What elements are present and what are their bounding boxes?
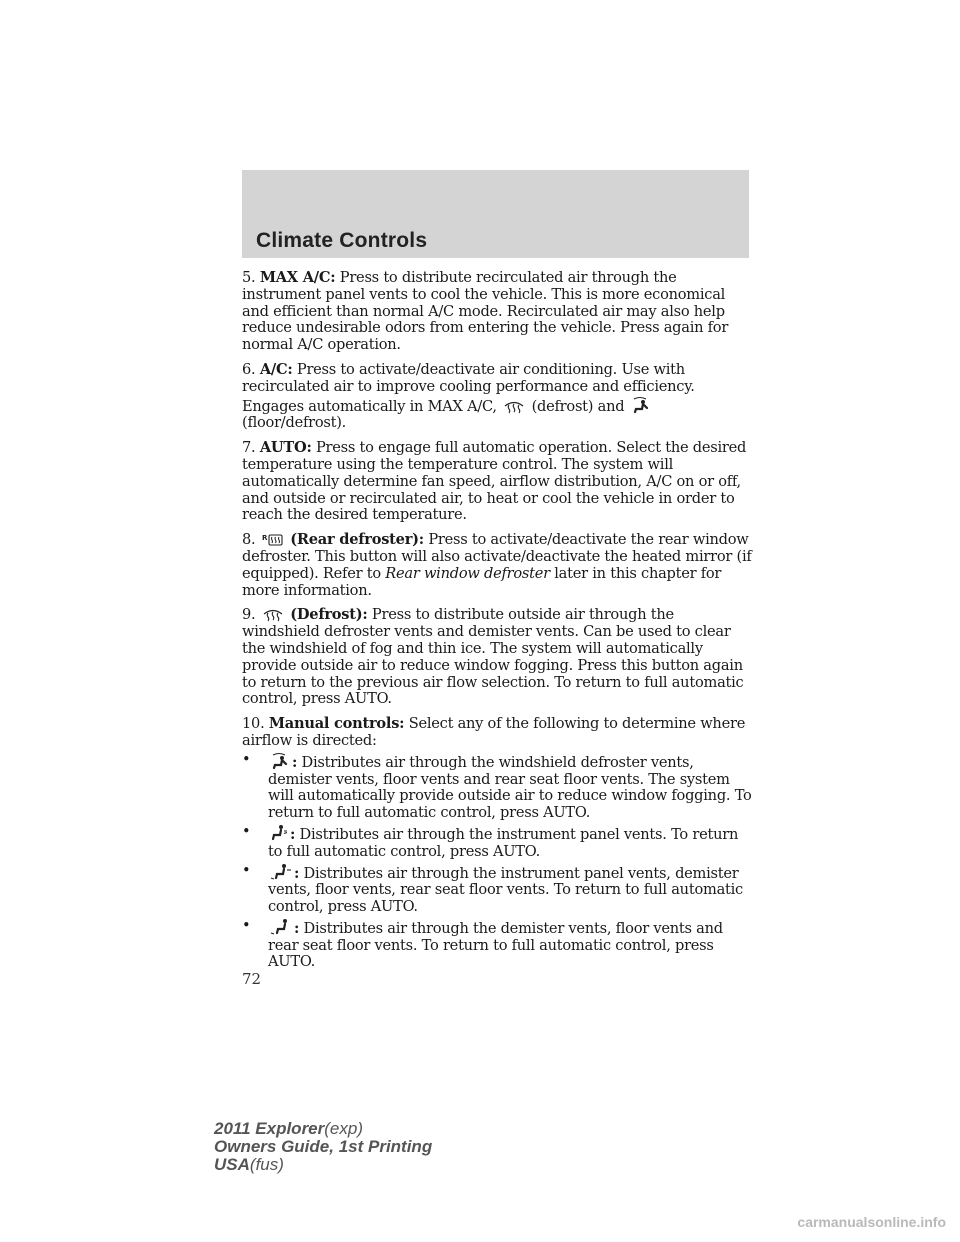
bullet-dot: • xyxy=(242,750,251,768)
panel-vent-icon xyxy=(270,824,288,842)
item-text: (defrost) and xyxy=(531,397,625,415)
floor-icon xyxy=(270,918,292,936)
rear-defrost-icon xyxy=(262,533,284,547)
item-label: Manual controls: xyxy=(268,715,405,733)
item-number: 9. xyxy=(242,606,256,624)
item-text: (floor/defrost). xyxy=(242,414,347,432)
defrost-icon xyxy=(503,400,525,414)
item-text: Press to distribute outside air through the windshield defroster vents and demister vents. Can be used to clear the windshield of fog and thin ice. The system will automatically provide outside air to reduce window fogging. Press this button again to return to the previous air flow selection. To return to full automatic control, press AUTO. xyxy=(242,606,744,708)
content xyxy=(242,270,752,973)
bullet-dot: • xyxy=(242,916,251,934)
item-6 xyxy=(242,362,752,432)
panel-floor-icon xyxy=(270,863,292,881)
list-item: • : Distributes air through the demister vents, floor vents and rear seat floor vents. To return to full automatic control, press AUTO. xyxy=(242,916,723,971)
item-5 xyxy=(242,270,752,354)
watermark: carmanualsonline.info xyxy=(797,1214,946,1230)
floor-defrost-icon xyxy=(270,752,290,770)
svg-text:R: R xyxy=(261,534,267,543)
list-item: • : Distributes air through the instrument panel vents, demister vents, floor vents, rear seat floor vents. To return to full automatic control, press AUTO. xyxy=(242,861,743,916)
item-number: 6. xyxy=(242,360,256,378)
print-footer: 2011 Explorer(exp) Owners Guide, 1st Printing USA(fus) xyxy=(214,1119,433,1174)
item-text: Press to distribute recirculated air through the instrument panel vents to cool the vehicle. This is more economical and efficient than normal A/C mode. Recirculated air may also help reduce undesirable odors from entering the vehicle. Press again for normal A/C operation. xyxy=(242,269,729,354)
bullet-text: Distributes air through the instrument panel vents. To return to full automatic control, press AUTO. xyxy=(268,825,739,860)
bullet-text: Distributes air through the instrument panel vents, demister vents, floor vents, rear seat floor vents. To return to full automatic control, press AUTO. xyxy=(268,864,743,916)
item-10 xyxy=(242,716,752,750)
list-item: • : Distributes air through the windshield defroster vents, demister vents, floor vents and rear seat floor vents. The system will automatically provide outside air to reduce window fogging. To return to full automatic control, press AUTO. xyxy=(242,750,752,822)
item-9 xyxy=(242,607,752,708)
list-item: • : Distributes air through the instrument panel vents. To return to full automatic control, press AUTO. xyxy=(242,822,739,860)
section-title: Climate Controls xyxy=(256,229,428,252)
item-8 xyxy=(242,532,752,599)
item-label: (Rear defroster): xyxy=(290,531,424,549)
item-text: later in this chapter for more information. xyxy=(242,564,722,599)
bullet-dot: • xyxy=(242,861,251,879)
item-label: AUTO: xyxy=(259,439,312,457)
bullet-dot: • xyxy=(242,822,251,840)
page-number: 72 xyxy=(242,970,262,988)
item-number: 8. xyxy=(242,531,256,549)
defrost-icon xyxy=(262,608,284,622)
bullet-text: Distributes air through the windshield defroster vents, demister vents, floor vents and rear seat floor vents. The system will automatically provide outside air to reduce window fogging. To return to full automatic control, press AUTO. xyxy=(268,753,752,822)
item-label: MAX A/C: xyxy=(259,269,336,286)
item-number: 5. xyxy=(242,269,256,286)
item-label: (Defrost): xyxy=(290,606,368,624)
item-text: Press to activate/deactivate air conditioning. Use with recirculated air to improve cooling performance and efficiency. Engages automatically in MAX A/C, xyxy=(242,360,695,415)
item-text: Press to engage full automatic operation. Select the desired temperature using the temperature control. The system will automatically determine fan speed, airflow distribution, A/C on or off, and outside or recirculated air, to heat or cool the vehicle in order to reach the desired temperature. xyxy=(242,439,747,524)
floor-defrost-icon xyxy=(631,396,651,414)
item-text: Press to activate/deactivate the rear window defroster. This button will also activate/deactivate the heated mirror (if equipped). Refer to xyxy=(242,531,752,582)
item-label: A/C: xyxy=(259,360,293,378)
item-text: Select any of the following to determine where airflow is directed: xyxy=(242,715,746,749)
bullet-text: Distributes air through the demister vents, floor vents and rear seat floor vents. To return to full automatic control, press AUTO. xyxy=(268,919,723,971)
item-number: 10. xyxy=(242,715,265,733)
item-number: 7. xyxy=(242,439,256,457)
item-7 xyxy=(242,440,752,524)
cross-reference: Rear window defroster xyxy=(385,564,550,582)
